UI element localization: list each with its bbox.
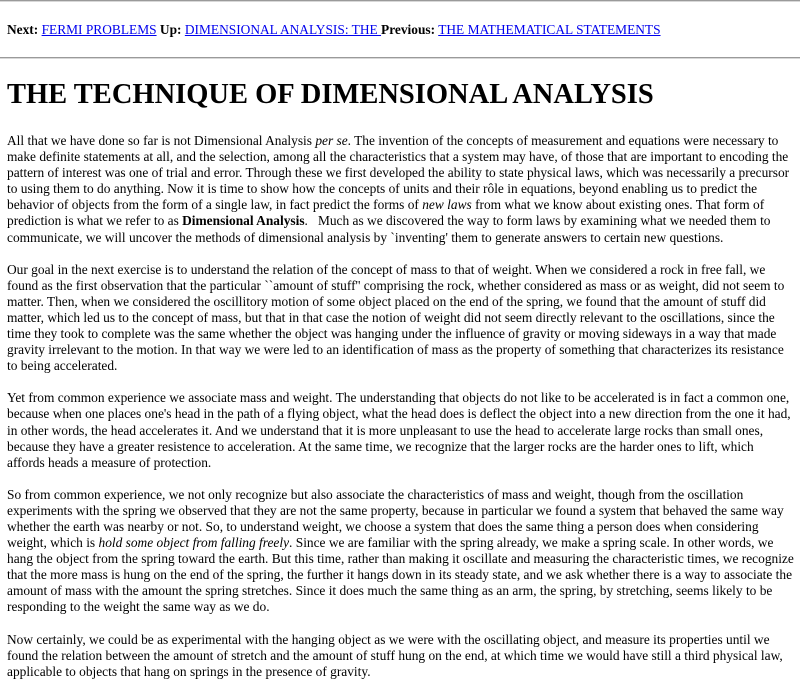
next-link[interactable]: FERMI PROBLEMS	[41, 22, 157, 37]
emphasis-hold-object: hold some object from falling freely	[98, 535, 290, 551]
previous-link[interactable]: THE MATHEMATICAL STATEMENTS	[438, 22, 661, 37]
up-link[interactable]: DIMENSIONAL ANALYSIS: THE	[184, 22, 382, 37]
text: . Since we are familiar with the spring already, we make a spring scale. In other words, we hang the object from the spring toward the earth. But this time, rather than making it oscillate and measuring the characteristic times, we recognize that the more mass is hung on the end of the spring, the further it hangs down in its steady state, and we ask whether there is a way to associate the amount of mass with the amount the spring stretches. Since it does much the same thing as an arm, the spring, by stretching, seems likely to be responding to the weight the same way as we do.	[7, 535, 794, 615]
next-label: Next:	[7, 22, 39, 37]
emphasis-per-se: per se	[315, 133, 348, 148]
term-dimensional-analysis: Dimensional Analysis	[182, 213, 305, 229]
text: from what we know about existing ones. That form of prediction is what we refer to as	[7, 197, 765, 229]
text: . Much as we discovered the way to form laws by examining what we needed them to communicate, we will uncover the methods of dimensional analysis by `inventing' them to generate answers to certain new questions.	[7, 213, 774, 245]
text: All that we have done so far is not Dimensional Analysis	[7, 133, 316, 148]
paragraph-spring-scale	[7, 487, 794, 616]
page-title: THE TECHNIQUE OF DIMENSIONAL ANALYSIS	[7, 79, 654, 110]
previous-label: Previous:	[381, 22, 436, 37]
paragraph-hanging-object: Now certainly, we could be as experimental with the hanging object as we were with the oscillating object, and measure its properties until we found the relation between the amount of stretch and the amount of stuff hung on the end, at which time we would have still a third physical law, applicable to objects that hang on springs in the presence of gravity.	[7, 631, 783, 679]
top-divider	[0, 0, 800, 2]
paragraph-common-experience: Yet from common experience we associate mass and weight. The understanding that objects do not like to be accelerated is in fact a common one, because when one places one's head in the path of a flying object, what the head does is deflect the object into a new direction from the one it had, in other words, the head accelerates it. And we understand that it is more unpleasant to use the head to accelerate large rocks than small ones, because they have a greater resistence to acceleration. At the same time, we recognize that the larger rocks are the harder ones to lift, which affords heads a measure of protection.	[7, 390, 791, 470]
text: . The invention of the concepts of measurement and equations were necessary to make definite statements at all, and the selection, among all the characteristics that a system may have, of those that are important to encoding the pattern of interest was one of trial and error. Through these we first developed the ability to state physical laws, which was necessarily a precursor to using them to do anything. Now it is time to show how the concepts of units and their rôle in equations, beyond enabling us to predict the behavior of objects from the form of a single law, in fact predict the forms of	[7, 133, 790, 213]
emphasis-new-laws: new laws	[422, 197, 472, 213]
nav-divider	[0, 57, 800, 59]
text: So from common experience, we not only recognize but also associate the characteristics of mass and weight, though from the oscillation experiments with the spring we observed that they are not the same property, because in particular we found a system that behaved the same way whether the earth was nearby or not. So, to understand weight, we choose a system that does the same thing a person does when considering weight, which is	[7, 486, 784, 551]
paragraph-intro	[7, 133, 794, 246]
paragraph-mass-weight-goal: Our goal in the next exercise is to understand the relation of the concept of mass to that of weight. When we considered a rock in free fall, we found as the first observation that the particular ``amount of stuff'' comprising the rock, whether considered as mass or as weight, did not seem to matter. Then, when we considered the oscillitory motion of some object placed on the end of the spring, we found that the amount of stuff did matter, which led us to the concept of mass, but that in that case the notion of weight did not seem directly relevant to the oscillations, since the time they took to complete was the same whether the object was hanging under the influence of gravity or moving sideways in a way that made gravity irrelevant to the motion. In that way we were led to an identification of mass as the property of something that characterizes its resistance to being accelerated.	[7, 261, 785, 374]
navigation-bar	[7, 22, 794, 38]
up-label: Up:	[159, 22, 182, 37]
